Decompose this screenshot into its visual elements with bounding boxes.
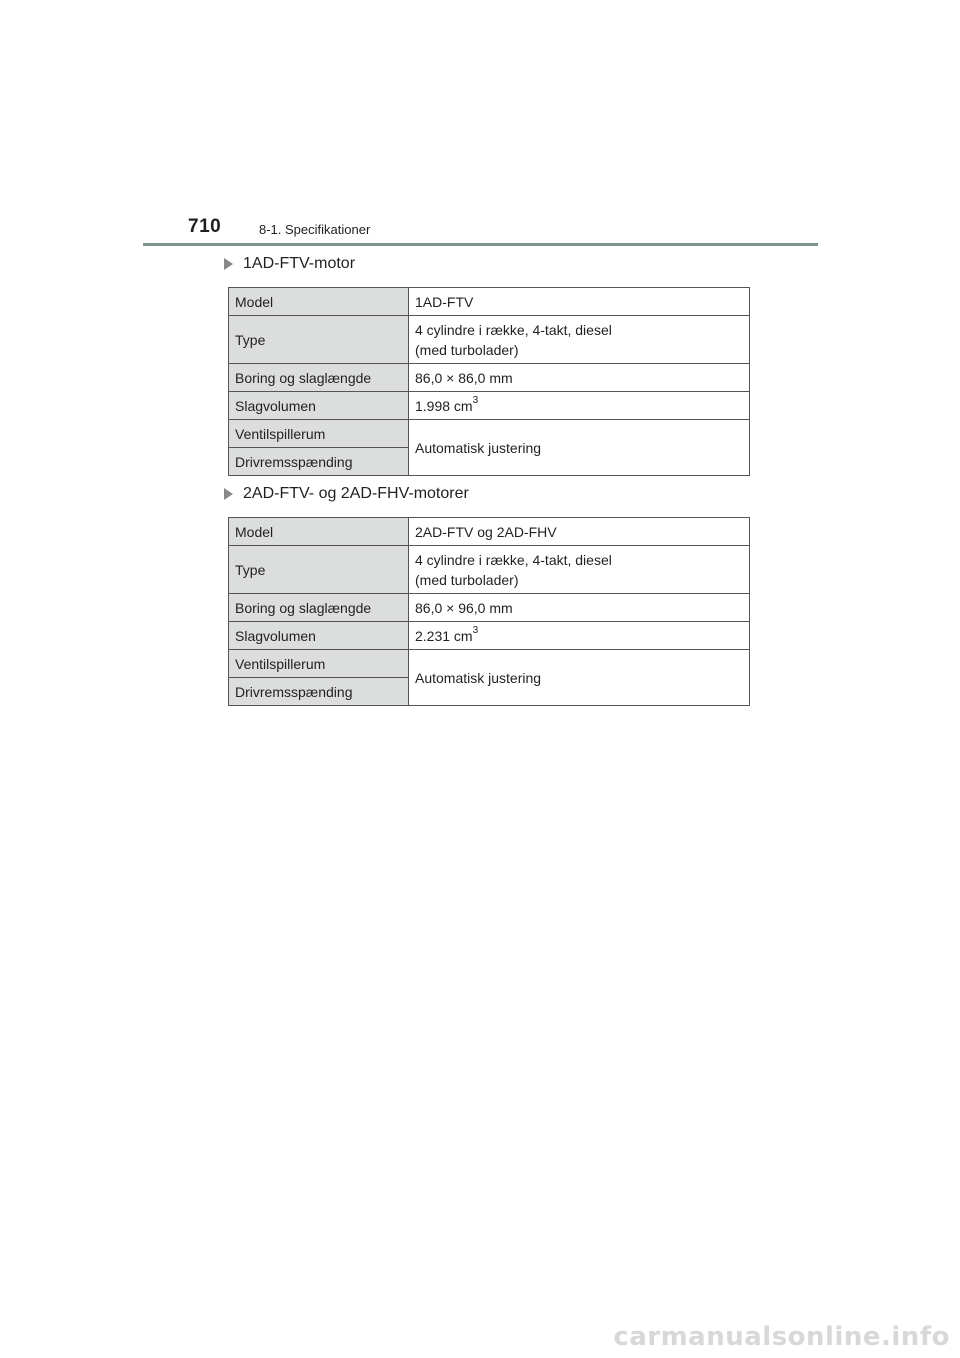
table-row (229, 622, 750, 650)
header-rule (143, 243, 818, 246)
adjustment-value: Automatisk justering (409, 650, 750, 706)
table-row (229, 650, 750, 678)
displacement-value (409, 392, 750, 420)
triangle-arrow-icon (224, 488, 233, 500)
displacement-label: Slagvolumen (229, 622, 409, 650)
valve-clearance-label: Ventilspillerum (229, 420, 409, 448)
type-label: Type (229, 546, 409, 594)
valve-clearance-label: Ventilspillerum (229, 650, 409, 678)
type-value-line1: 4 cylindre i række, 4-takt, diesel (415, 551, 612, 568)
watermark-logo: carmanualsonline.info (613, 1322, 950, 1352)
bore-stroke-value: 86,0 × 96,0 mm (409, 594, 750, 622)
spec-table-2ad (228, 517, 750, 706)
displacement-exponent: 3 (472, 394, 479, 406)
bore-stroke-label: Boring og slaglængde (229, 364, 409, 392)
type-value (409, 316, 750, 364)
adjustment-value: Automatisk justering (409, 420, 750, 476)
spec-table-1ad (228, 287, 750, 476)
table-row (229, 288, 750, 316)
belt-tension-label: Drivremsspænding (229, 448, 409, 476)
displacement-number: 1.998 cm (415, 397, 473, 414)
type-value-line1: 4 cylindre i række, 4-takt, diesel (415, 321, 612, 338)
table-row (229, 546, 750, 594)
type-value-line2: (med turbolader) (415, 341, 519, 358)
section-title: 8-1. Specifikationer (259, 222, 371, 237)
displacement-exponent: 3 (472, 624, 479, 636)
model-value: 1AD-FTV (409, 288, 750, 316)
displacement-number: 2.231 cm (415, 627, 473, 644)
table-row (229, 594, 750, 622)
type-value (409, 546, 750, 594)
triangle-arrow-icon (224, 258, 233, 270)
table-row (229, 316, 750, 364)
section-heading-2ad (224, 485, 469, 503)
bore-stroke-label: Boring og slaglængde (229, 594, 409, 622)
table-row (229, 518, 750, 546)
model-value: 2AD-FTV og 2AD-FHV (409, 518, 750, 546)
table-row (229, 364, 750, 392)
section-heading-1ad (224, 255, 355, 273)
type-label: Type (229, 316, 409, 364)
type-value-line2: (med turbolader) (415, 571, 519, 588)
table-row (229, 420, 750, 448)
page-number: 710 (188, 216, 222, 237)
section-heading-text: 2AD-FTV- og 2AD-FHV-motorer (243, 485, 469, 502)
table-row (229, 392, 750, 420)
belt-tension-label: Drivremsspænding (229, 678, 409, 706)
model-label: Model (229, 288, 409, 316)
displacement-value (409, 622, 750, 650)
bore-stroke-value: 86,0 × 86,0 mm (409, 364, 750, 392)
section-heading-text: 1AD-FTV-motor (243, 255, 356, 272)
model-label: Model (229, 518, 409, 546)
displacement-label: Slagvolumen (229, 392, 409, 420)
